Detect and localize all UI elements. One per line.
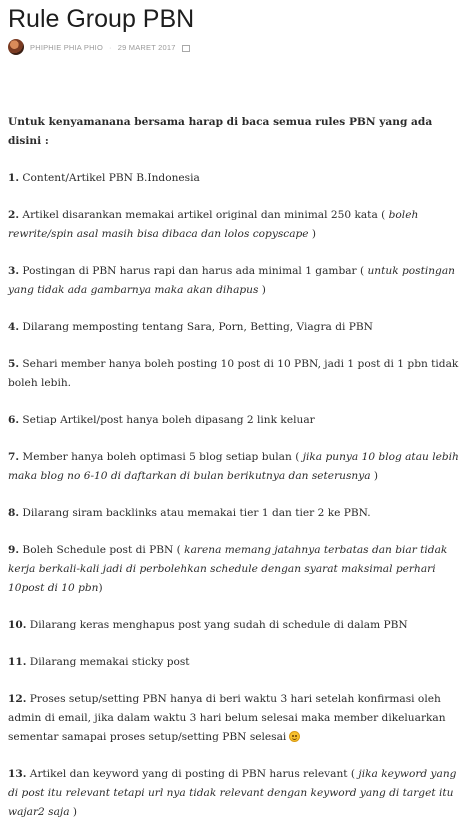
- rule-text: Boleh Schedule post di PBN (: [19, 544, 185, 556]
- rule-text: Setiap Artikel/post hanya boleh dipasang 2 link keluar: [19, 414, 315, 426]
- rule-number: 5.: [8, 358, 20, 370]
- rule-number: 8.: [8, 507, 20, 519]
- rule-item: [8, 448, 466, 486]
- rule-close: ): [258, 284, 266, 296]
- rule-item: [8, 765, 466, 822]
- rule-item: [8, 653, 466, 672]
- rule-close: ): [98, 582, 103, 594]
- rule-number: 9.: [8, 544, 20, 556]
- rule-number: 2.: [8, 209, 20, 221]
- rule-text: Content/Artikel PBN B.Indonesia: [19, 172, 200, 184]
- author-name[interactable]: PHIPHIE PHIA PHIO: [30, 42, 104, 52]
- rule-number: 7.: [8, 451, 20, 463]
- rule-item: [8, 411, 466, 430]
- rule-note: untuk postingan yang tidak ada gambarnya maka akan dihapus: [8, 265, 455, 296]
- post-meta: [8, 39, 466, 55]
- comment-icon[interactable]: [182, 45, 190, 52]
- rule-text: Dilarang memposting tentang Sara, Porn, Betting, Viagra di PBN: [19, 321, 373, 333]
- rule-close: ): [370, 470, 379, 482]
- rule-number: 1.: [8, 172, 20, 184]
- rule-text: Postingan di PBN harus rapi dan harus ada minimal 1 gambar (: [19, 265, 368, 277]
- rule-number: 13.: [8, 768, 27, 780]
- rule-number: 4.: [8, 321, 20, 333]
- rule-text: Artikel dan keyword yang di posting di PBN harus relevant (: [26, 768, 359, 780]
- rule-text: Sehari member hanya boleh posting 10 post di 10 PBN, jadi 1 post di 1 pbn tidak boleh lebih.: [8, 358, 459, 389]
- rule-item: [8, 318, 466, 337]
- rule-item: [8, 541, 466, 598]
- rule-number: 3.: [8, 265, 20, 277]
- rule-text: Member hanya boleh optimasi 5 blog setiap bulan (: [19, 451, 303, 463]
- rule-number: 11.: [8, 656, 27, 668]
- rule-item: [8, 616, 466, 635]
- rule-number: 12.: [8, 693, 27, 705]
- post-date: 29 MARET 2017: [117, 42, 176, 52]
- rule-text: Dilarang keras menghapus post yang sudah di schedule di dalam PBN: [26, 619, 408, 631]
- meta-separator: ·: [109, 42, 112, 52]
- intro-text: Untuk kenyamanana bersama harap di baca semua rules PBN yang ada disini :: [8, 116, 433, 147]
- post-content: [8, 113, 466, 822]
- rule-note: karena memang jatahnya terbatas dan biar tidak kerja berkali-kali jadi di perbolehkan schedule dengan syarat maksimal perhari 10post di 10 pbn: [8, 544, 448, 594]
- post-title: Rule Group PBN: [8, 5, 195, 33]
- rule-close: ): [308, 228, 317, 240]
- rule-item: [8, 169, 466, 188]
- author-avatar[interactable]: [8, 39, 24, 55]
- smiley-icon: [289, 731, 300, 742]
- rule-note: boleh rewrite/spin asal masih bisa dibaca dan lolos copyscape: [8, 209, 419, 240]
- rule-note: jika keyword yang di post itu relevant tetapi url nya tidak relevant dengan keyword yang di target itu wajar2 saja: [8, 768, 457, 818]
- rule-item: [8, 206, 466, 244]
- rule-close: ): [69, 806, 78, 818]
- rule-text: Dilarang memakai sticky post: [26, 656, 190, 668]
- rule-text: Dilarang siram backlinks atau memakai tier 1 dan tier 2 ke PBN.: [19, 507, 371, 519]
- rule-text: Proses setup/setting PBN hanya di beri waktu 3 hari setelah konfirmasi oleh admin di email, jika dalam waktu 3 hari belum selesai maka member dikeluarkan sementar samapai proses setup/setting PBN selesai: [8, 693, 446, 743]
- rule-number: 6.: [8, 414, 20, 426]
- rule-item: [8, 690, 466, 747]
- rule-item: [8, 262, 466, 300]
- rule-item: [8, 504, 466, 523]
- rule-number: 10.: [8, 619, 27, 631]
- rule-item: [8, 355, 466, 393]
- rule-note: jika punya 10 blog atau lebih maka blog no 6-10 di daftarkan di bulan berikutnya dan seterusnya: [8, 451, 459, 482]
- rule-text: Artikel disarankan memakai artikel original dan minimal 250 kata (: [19, 209, 389, 221]
